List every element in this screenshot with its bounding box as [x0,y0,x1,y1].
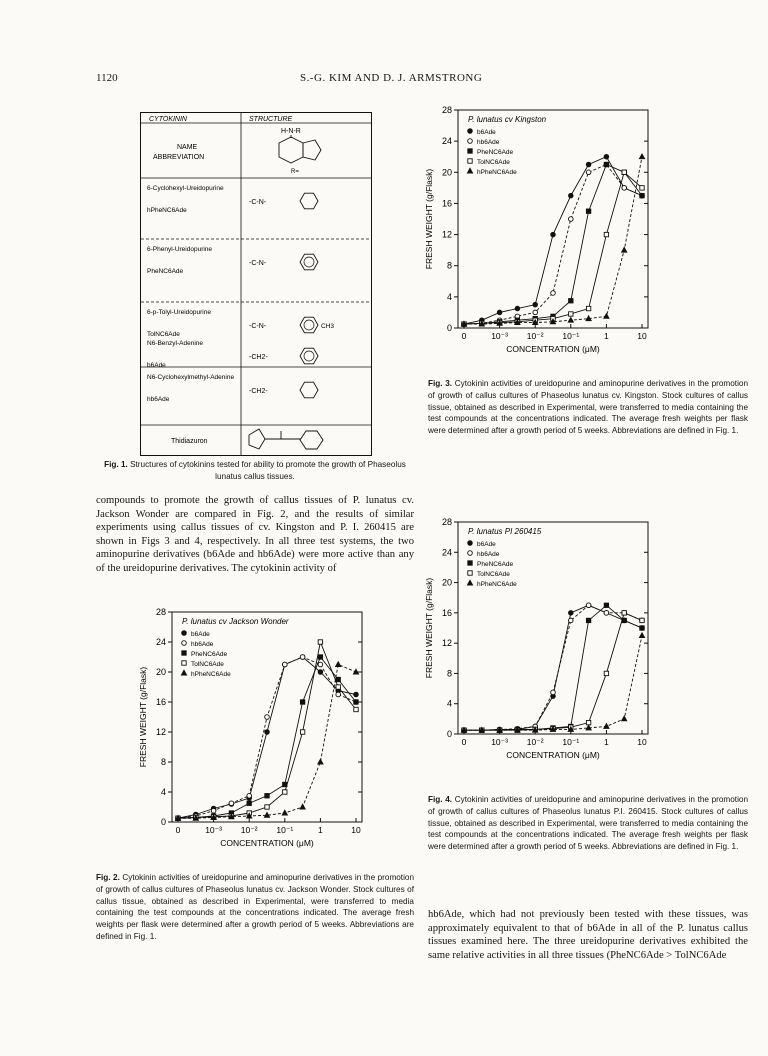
table-row-abbrev: b6Ade [147,362,166,369]
legend-marker [468,129,473,134]
legend-marker [182,641,187,646]
purine-top-label: H-N-R [281,128,301,135]
data-point [604,162,608,166]
chart-title: P. lunatus cv Kingston [468,115,547,124]
data-point [639,154,644,159]
series-line [464,165,642,325]
y-axis-label: FRESH WEIGHT (g/Flask) [138,666,148,768]
y-tick-label: 4 [446,291,452,302]
body-text-left: compounds to promote the growth of callus tissues of P. lunatus cv. Jackson Wonder are compared in Fig. 2, and the results of similar experiments using callus tissues of cv. Kingston and P. I. 260415 are shown in Figs 3 and 4, respectively. In all three test systems, the two aminopurine derivatives (b6Ade and hb6Ade) were more active than any of the ureidopurine derivatives. The cytokinin activity of [96,495,414,574]
data-point [533,310,538,315]
fig3-chart [418,102,658,360]
table-row-name: N6-Cyclohexylmethyl-Adenine [147,374,235,381]
x-tick-label: 10⁻¹ [562,737,580,747]
body-text-right: hb6Ade, which had not previously been tested with these tissues, was approximately equivalent to that of b6Ade in all of the P. lunatus callus tissues examined here. The three ureidopurine derivatives exhibited the same relative activities in all three tissues (PheNC6Ade > TolNC6Ade [428,909,748,961]
ring-icon [300,193,318,209]
purine-ring-icon [279,135,321,163]
aromatic-ring-icon [304,320,314,330]
legend-marker [468,159,472,163]
y-tick-label: 16 [155,697,166,707]
table-row-abbrev: hb6Ade [147,396,170,403]
x-tick-label: 1 [318,825,323,835]
data-point [569,618,574,623]
series-line [464,605,642,730]
y-tick-label: 0 [446,729,452,739]
x-tick-label: 10⁻¹ [562,331,580,341]
series-line [464,636,642,731]
chart-title: P. lunatus PI 260415 [468,527,542,536]
data-point [586,306,590,310]
table-row-group: -C-N- [249,260,267,267]
legend-marker [468,551,473,556]
legend-marker [468,139,473,144]
legend-entry: hb6Ade [191,641,214,648]
y-tick-label: 8 [160,757,166,767]
x-tick-label: 0 [461,737,467,747]
x-tick-label: 1 [604,737,609,747]
y-tick-label: 8 [446,668,452,679]
table-row-substituent: CH3 [321,323,335,330]
data-point [640,193,644,197]
legend-entry: TolNC6Ade [191,661,224,668]
x-tick-label: 10⁻³ [491,737,508,747]
data-point [551,232,556,237]
ring-icon [300,317,318,333]
col-cytokinin-header: CYTOKININ [149,116,187,123]
data-point [282,810,287,815]
data-point [551,291,556,296]
data-point [604,314,609,319]
x-axis-label: CONCENTRATION (μM) [506,750,600,760]
legend-entry: hPheNC6Ade [477,581,517,588]
data-point [569,217,574,222]
data-point [300,655,305,660]
data-point [604,611,609,616]
y-tick-label: 12 [155,727,166,737]
data-point [265,805,269,809]
legend-entry: PheNC6Ade [477,561,514,568]
y-tick-label: 20 [441,577,452,588]
legend-entry: b6Ade [191,631,210,638]
data-point [568,317,573,322]
x-tick-label: 10 [351,825,361,835]
legend-marker [468,561,472,565]
x-tick-label: 10 [637,331,647,341]
series-line [464,172,642,324]
table-row-name: 6-p-Tolyl-Ureidopurine [147,309,211,316]
fig2-caption [96,872,414,943]
data-point [569,312,573,316]
x-tick-label: 10⁻² [240,825,258,835]
data-point [639,633,644,638]
fig4-caption [428,794,748,853]
thidiazuron-structure-icon [249,429,323,449]
data-point [283,790,287,794]
page-number: 1120 [96,72,118,84]
data-point [586,162,591,167]
y-tick-label: 28 [441,517,452,527]
data-point [318,640,322,644]
data-point [622,170,626,174]
running-title: S.-G. KIM AND D. J. ARMSTRONG [300,72,483,84]
table-row-abbrev: hPheNC6Ade [147,207,187,214]
series-line [464,605,642,730]
fig2-text: Cytokinin activities of ureidopurine and aminopurine derivatives in the promotion of growth of callus cultures of Phaseolus lunatus cv. Jackson Wonder. Stock cultures of callus tissue, obtained as described in Experimental, were transferred to media containing the test compounds at the concentrations indicated. The average fresh weights per flask were determined after a growth period of 5 weeks. Abbreviations are defined in Fig. 1. [96,873,415,941]
data-point [622,611,626,615]
table-row-abbrev: PheNC6Ade [147,268,184,275]
legend-entry: b6Ade [477,541,496,548]
fig1-caption [96,459,414,483]
y-tick-label: 4 [160,787,166,797]
series-line [464,605,642,730]
data-point [265,730,270,735]
data-point [211,808,216,813]
data-point [265,794,269,798]
data-point [318,662,323,667]
x-tick-label: 1 [604,331,609,341]
data-point [354,692,359,697]
series-line [464,157,642,324]
fig1-text: Structures of cytokinins tested for ability to promote the growth of Phaseolus lunatus callus tissues. [130,460,406,481]
data-point [354,707,358,711]
table-row-group: -CH2- [249,354,268,361]
table-row-abbrev: TolNC6Ade [147,331,180,338]
aromatic-ring-icon [304,351,314,361]
data-point [604,671,608,675]
fig3-text: Cytokinin activities of ureidopurine and aminopurine derivatives in the promotion of growth of callus cultures of Phaseolus lunatus cv. Kingston. Stock cultures of callus tissue, obtained as described in Experimental, were transferred to media containing the test compounds at the concentrations indicated. The average fresh weights per flask were determined after a growth period of 5 weeks. Abbreviations are defined in Fig. 1. [428,379,749,436]
legend-marker [182,651,186,655]
y-tick-label: 12 [441,638,452,649]
legend-marker [467,580,472,585]
chart-title: P. lunatus cv Jackson Wonder [182,617,289,626]
ring-icon [300,254,318,270]
table-row-name: N6-Benzyl-Adenine [147,340,204,347]
table-row-group: -C-N- [249,323,267,330]
data-point [622,247,627,252]
data-point [640,618,644,622]
legend-entry: b6Ade [477,129,496,136]
data-point [336,662,341,667]
col-structure-header: STRUCTURE [249,116,293,123]
legend-entry: PheNC6Ade [477,149,514,156]
data-point [354,700,358,704]
table-row-name: 6-Phenyl-Ureidopurine [147,246,213,253]
table-row-group: -C-N- [249,199,267,206]
legend-marker [468,571,472,575]
x-tick-label: 10⁻³ [491,331,508,341]
legend-entry: hb6Ade [477,139,500,146]
abbrev-label: ABBREVIATION [153,154,205,161]
y-axis-label: FRESH WEIGHT (g/Flask) [424,577,434,679]
data-point [604,603,608,607]
fig2-label: Fig. 2. [96,873,120,882]
table-row-name: 6-Cyclohexyl-Ureidopurine [147,185,224,192]
y-tick-label: 24 [441,547,452,558]
series-line [464,157,642,324]
legend-marker [468,541,473,546]
fig1-label: Fig. 1. [104,460,128,469]
data-point [586,170,591,175]
x-tick-label: 10⁻¹ [276,825,294,835]
x-axis-label: CONCENTRATION (μM) [506,344,600,354]
legend-marker [468,149,472,153]
data-point [318,670,323,675]
data-point [640,626,644,630]
data-point [497,310,502,315]
legend-marker [182,631,187,636]
x-tick-label: 0 [175,825,181,835]
x-tick-label: 10⁻² [526,331,544,341]
data-point [640,186,644,190]
ring-icon [300,348,318,364]
data-point [569,193,574,198]
y-tick-label: 24 [155,637,166,647]
data-point [336,677,340,681]
legend-entry: hPheNC6Ade [191,671,231,678]
fig4-label: Fig. 4. [428,795,453,804]
fig4-text: Cytokinin activities of ureidopurine and aminopurine derivatives in the promotion of growth of callus cultures of Phaseolus lunatus P.I. 260415. Stock cultures of callus tissue, obtained as described in Experimental, were transferred to media containing the test compounds at the concentrations indicated. The average fresh weights per flask were determined after a growth period of 5 weeks. Abbreviations are defined in Fig. 1. [428,795,749,852]
legend-marker [182,661,186,665]
y-axis-label: FRESH WEIGHT (g/Flask) [424,168,434,270]
x-tick-label: 10⁻² [526,737,544,747]
data-point [300,804,305,809]
data-point [247,801,251,805]
data-point [515,306,520,311]
data-point [336,692,341,697]
data-point [586,209,590,213]
fig2-chart [132,604,372,854]
data-point [283,662,288,667]
data-point [586,603,591,608]
legend-entry: hPheNC6Ade [477,169,517,176]
data-point [247,793,252,798]
y-tick-label: 24 [441,136,452,147]
fig4-chart [418,514,658,766]
y-tick-label: 12 [441,229,452,240]
y-tick-label: 20 [155,667,166,677]
data-point [300,700,304,704]
fig3-caption [428,378,748,437]
series-line [464,165,642,325]
legend-marker [467,168,472,173]
legend-entry: hb6Ade [477,551,500,558]
aromatic-ring-icon [304,257,314,267]
legend-entry: PheNC6Ade [191,651,228,658]
x-tick-label: 10⁻³ [205,825,222,835]
data-point [604,154,609,159]
legend-marker [181,670,186,675]
data-point [569,299,573,303]
data-point [265,715,270,720]
y-tick-label: 28 [155,607,166,617]
cytokinin-structure-table [140,112,372,456]
structure-table-drawing [141,113,371,455]
y-tick-label: 16 [441,607,452,618]
data-point [551,690,556,695]
table-row-group: -CH2- [249,388,268,395]
name-label: NAME [177,144,198,151]
data-point [318,759,323,764]
legend-entry: TolNC6Ade [477,571,510,578]
y-tick-label: 0 [160,817,166,827]
data-point [586,618,590,622]
y-tick-label: 16 [441,198,452,209]
data-point [604,724,609,729]
data-point [229,801,234,806]
y-tick-label: 20 [441,167,452,178]
data-point [622,186,627,191]
y-tick-label: 0 [446,323,452,333]
data-point [336,685,340,689]
r-label: R= [291,169,299,175]
fig3-label: Fig. 3. [428,379,453,388]
x-tick-label: 10 [637,737,647,747]
y-tick-label: 4 [446,698,452,709]
ring-icon [300,382,318,398]
series-line [464,613,642,730]
y-tick-label: 28 [441,105,452,115]
x-tick-label: 0 [461,331,467,341]
data-point [533,302,538,307]
legend-entry: TolNC6Ade [477,159,510,166]
data-point [622,716,627,721]
thidiazuron-label: Thidiazuron [171,438,208,445]
x-axis-label: CONCENTRATION (μM) [220,838,314,848]
data-point [604,232,608,236]
data-point [300,730,304,734]
data-point [586,720,590,724]
data-point [318,655,322,659]
y-tick-label: 8 [446,260,452,271]
data-point [569,611,574,616]
